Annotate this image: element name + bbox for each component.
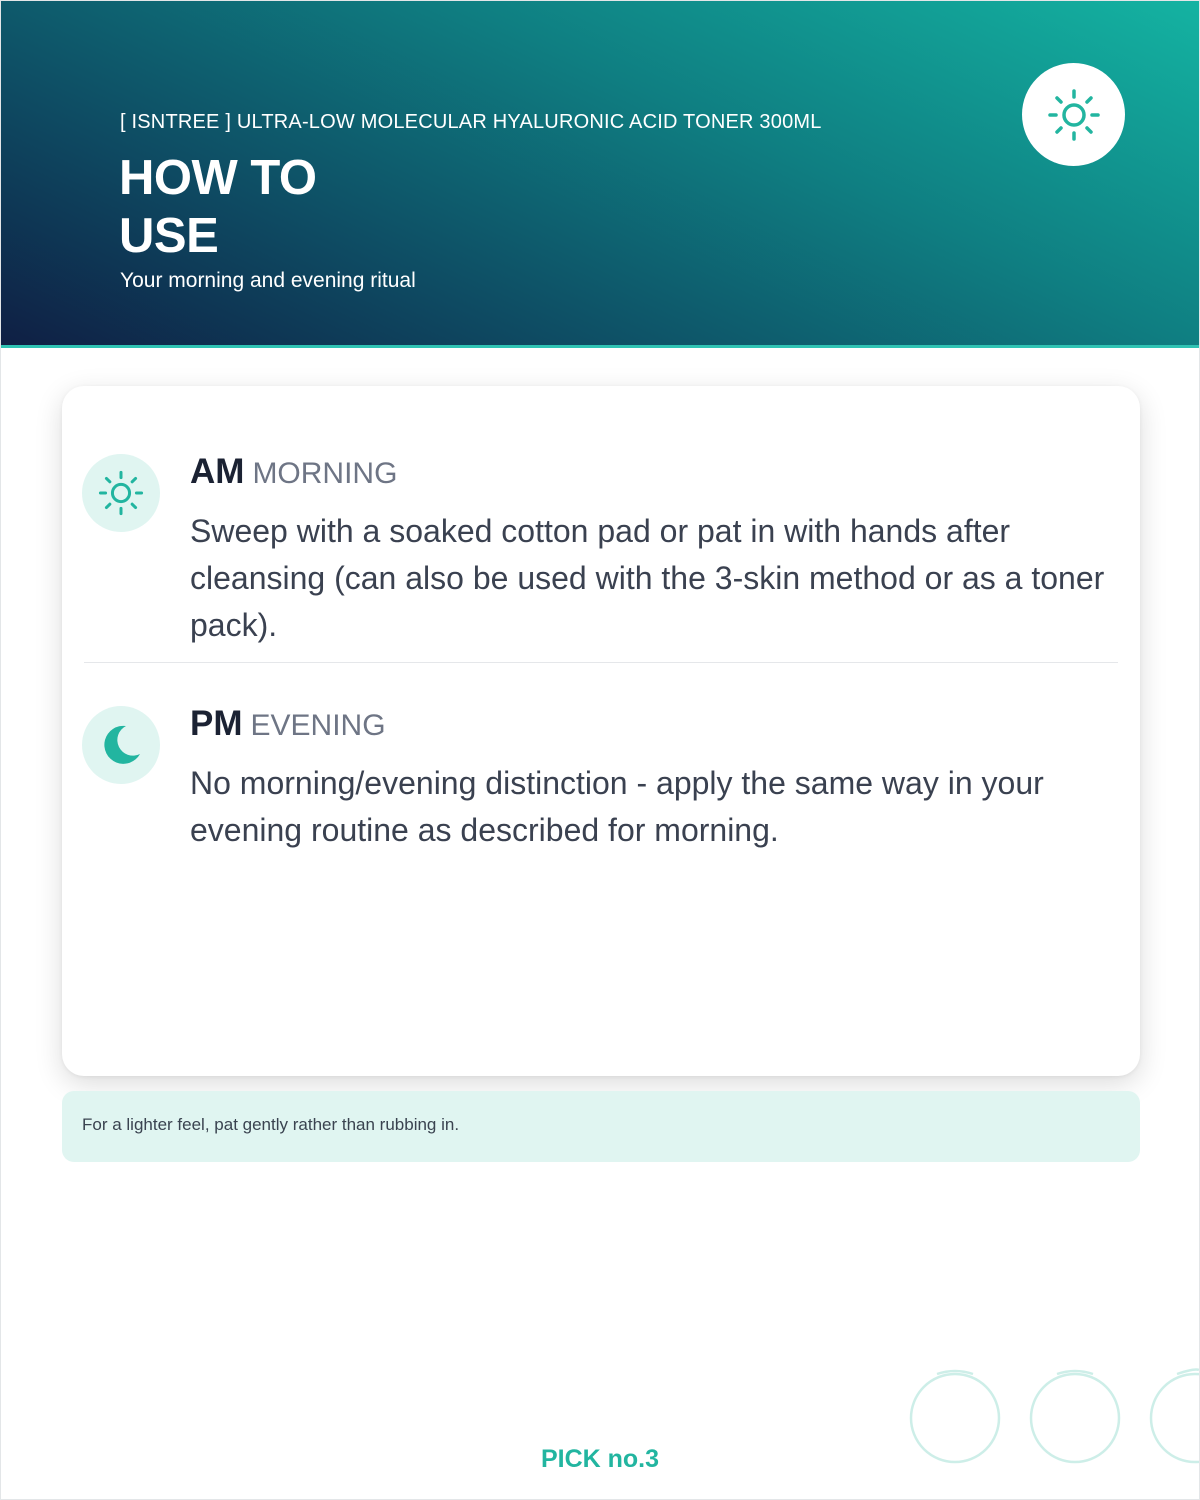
page-title: [119, 149, 519, 265]
pick-label: PICK no.3: [540, 1445, 660, 1473]
title-line-1: HOW TO: [119, 151, 317, 205]
am-heading: [190, 452, 397, 492]
am-label: MORNING: [252, 457, 398, 490]
pm-heading: [190, 704, 386, 744]
product-name: [ ISNTREE ] ULTRA-LOW MOLECULAR HYALURONIC ACID TONER 300ML: [120, 111, 822, 133]
header-banner: [1, 1, 1199, 348]
am-icon-circle: [82, 454, 160, 532]
moon-icon: [96, 720, 146, 770]
pm-icon-circle: [82, 706, 160, 784]
tip-text: For a lighter feel, pat gently rather than rubbing in.: [82, 1115, 460, 1134]
sun-icon: [97, 469, 145, 517]
am-code: AM: [190, 452, 245, 491]
header-sun-badge: [1022, 63, 1125, 166]
pm-instructions: No morning/evening distinction - apply the same way in your evening routine as described for morning.: [190, 765, 1044, 848]
divider: [84, 662, 1118, 663]
page-subtitle: Your morning and evening ritual: [120, 269, 416, 292]
routine-card: [62, 386, 1140, 1076]
sun-icon: [1046, 87, 1102, 143]
am-instructions: Sweep with a soaked cotton pad or pat in with hands after cleansing (can also be used with the 3-skin method or as a toner pack).: [190, 513, 1105, 643]
pm-label: EVENING: [250, 709, 386, 742]
title-line-2: USE: [119, 209, 219, 263]
pm-code: PM: [190, 704, 243, 743]
tip-box: [62, 1091, 1140, 1162]
